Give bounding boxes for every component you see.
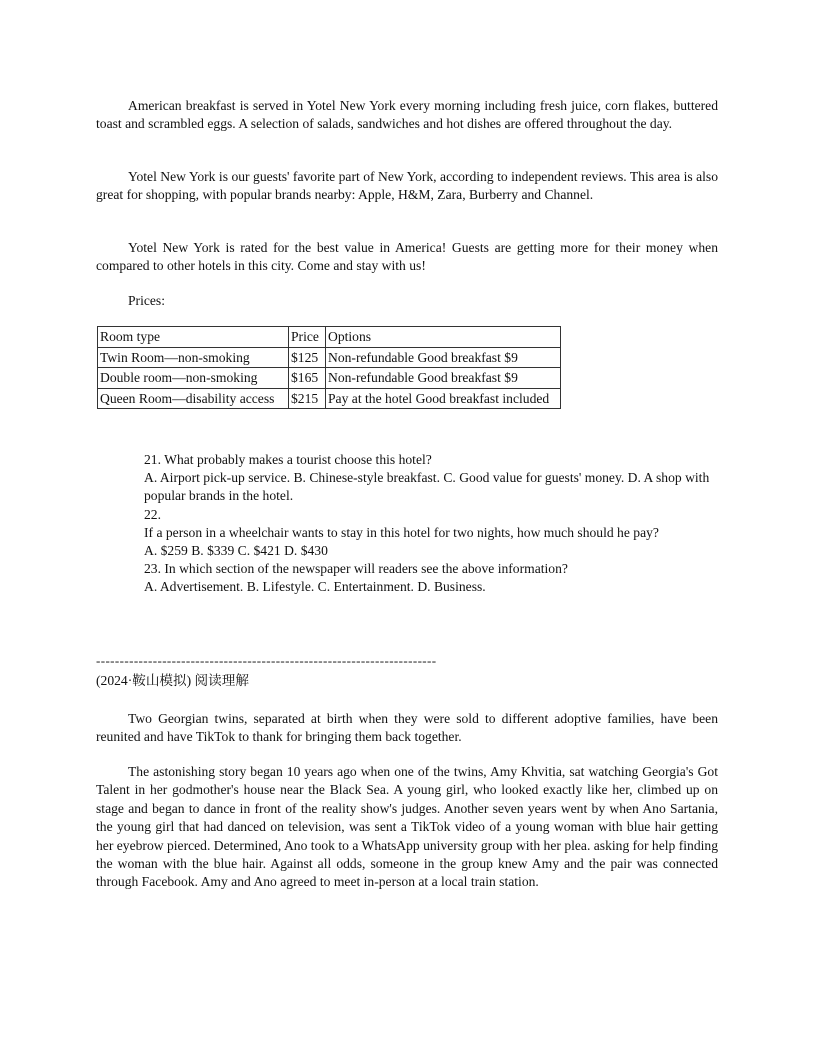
table-cell-options: Non-refundable Good breakfast $9	[326, 368, 561, 389]
question-22: If a person in a wheelchair wants to stay in this hotel for two nights, how much should he pay?	[144, 524, 659, 540]
question-22-options: A. $259 B. $339 C. $421 D. $430	[144, 543, 328, 559]
passage2-paragraph-intro: Two Georgian twins, separated at birth when they were sold to different adoptive families, have been reunited and have TikTok to thank for bringing them back together.	[96, 711, 718, 745]
question-21: 21. What probably makes a tourist choose this hotel?	[144, 452, 432, 467]
table-cell-room-type: Double room—non-smoking	[98, 368, 289, 389]
table-header-room-type: Room type	[98, 327, 289, 348]
prices-label: Prices:	[128, 293, 165, 308]
table-row	[98, 347, 561, 368]
table-cell-options: Pay at the hotel Good breakfast included	[326, 388, 561, 409]
passage2-paragraph-story: The astonishing story began 10 years ago when one of the twins, Amy Khvitia, sat watching Georgia's Got Talent in her godmother's house near the Black Sea. A young girl, who looked exactly like her, climbed up on stage and began to dance in front of the reality show's judges. Another seven years went by when Ano Sartania, the young girl that had danced on television, was sent a TikTok video of a young woman with blue hair getting her eyebrow pierced. Determined, Ano took to a WhatsApp university group with her plea. asking for help finding the woman with the blue hair. Against all odds, someone in the group knew Amy and the pair was connected through Facebook. Amy and Ano agreed to meet in-person at a local train station.	[96, 764, 718, 890]
table-header-options: Options	[326, 327, 561, 348]
passage1-paragraph-reviews: Yotel New York is our guests' favorite part of New York, according to independent reviews. This area is also great for shopping, with popular brands nearby: Apple, H&M, Zara, Burberry and Channel.	[96, 169, 718, 203]
section-divider: ------------------------------------------------------------------------	[96, 653, 437, 668]
question-22-number: 22.	[144, 506, 161, 522]
source-heading: (2024·鞍山模拟) 阅读理解	[96, 673, 249, 688]
table-row	[98, 368, 561, 389]
question-21-options: A. Airport pick-up service. B. Chinese-style breakfast. C. Good value for guests' money. D. A shop with popular brands in the hotel.	[144, 470, 710, 504]
table-cell-options: Non-refundable Good breakfast $9	[326, 347, 561, 368]
table-row	[98, 388, 561, 409]
question-block	[144, 451, 716, 597]
table-cell-room-type: Twin Room—non-smoking	[98, 347, 289, 368]
table-cell-price: $215	[289, 388, 326, 409]
table-cell-price: $125	[289, 347, 326, 368]
table-header-price: Price	[289, 327, 326, 348]
table-cell-room-type: Queen Room—disability access	[98, 388, 289, 409]
price-table	[97, 326, 561, 409]
passage1-paragraph-breakfast: American breakfast is served in Yotel New York every morning including fresh juice, corn flakes, buttered toast and scrambled eggs. A selection of salads, sandwiches and hot dishes are offered throughout the day.	[96, 98, 718, 132]
table-cell-price: $165	[289, 368, 326, 389]
table-header-row	[98, 327, 561, 348]
question-23: 23. In which section of the newspaper will readers see the above information?	[144, 561, 568, 577]
question-23-options: A. Advertisement. B. Lifestyle. C. Entertainment. D. Business.	[144, 579, 486, 595]
passage1-paragraph-value: Yotel New York is rated for the best value in America! Guests are getting more for their money when compared to other hotels in this city. Come and stay with us!	[96, 240, 718, 274]
